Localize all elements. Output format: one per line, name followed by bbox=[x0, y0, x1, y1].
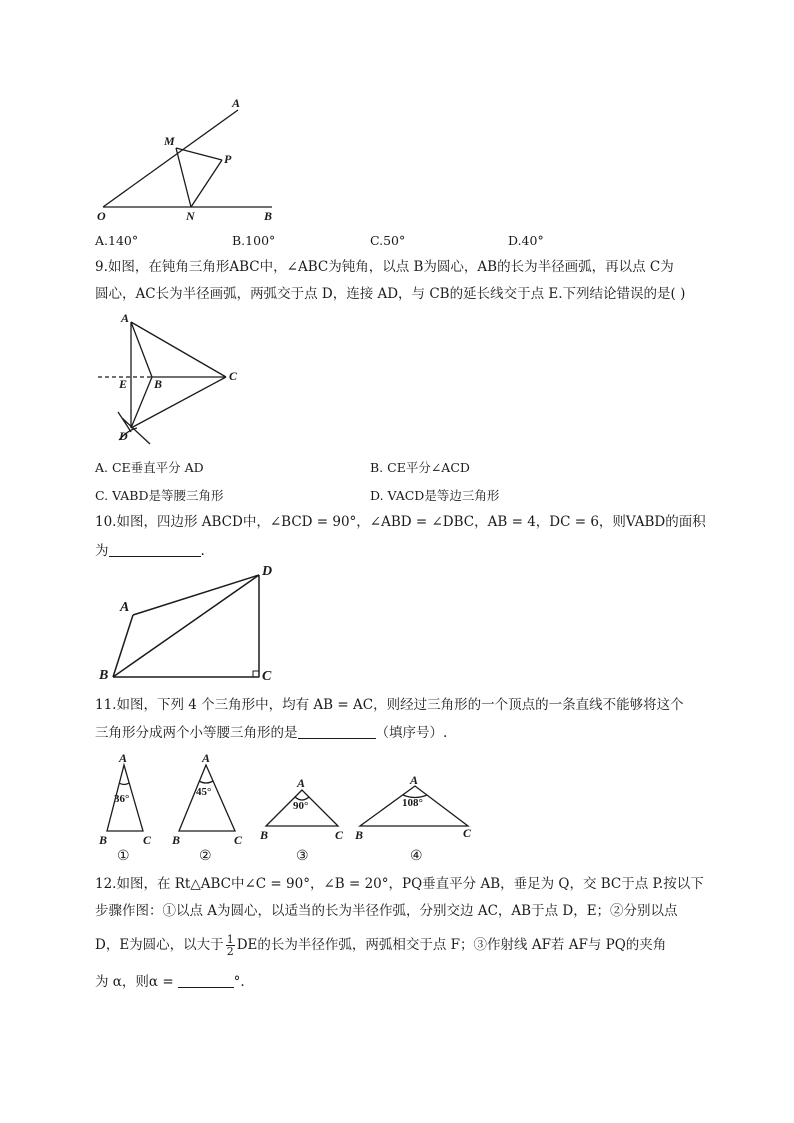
q12-fraction bbox=[226, 934, 235, 957]
q11-t4-number: ④ bbox=[410, 848, 423, 864]
q10-label-D: D bbox=[262, 564, 273, 579]
q8-option-a: A.140° bbox=[95, 233, 139, 248]
q10-line2-suffix: . bbox=[200, 543, 205, 559]
q8-label-O: O bbox=[97, 209, 106, 223]
q11-t1-label-C: C bbox=[143, 833, 152, 847]
q11-t3-angle: 90° bbox=[293, 800, 309, 812]
q11-t1-number: ① bbox=[117, 848, 130, 864]
q11-text-line1: 11.如图，下列 4 个三角形中，均有 AB = AC，则经过三角形的一个顶点的一条直线不能够将这个 bbox=[95, 697, 684, 713]
q10-line2-prefix: 为 bbox=[95, 543, 109, 559]
q11-t1-label-B: B bbox=[99, 833, 108, 847]
q12-line4-suffix: °. bbox=[233, 974, 245, 990]
q8-option-c: C.50° bbox=[370, 233, 406, 248]
q11-t2-label-C: C bbox=[234, 833, 243, 847]
q9-option-c: C. VABD是等腰三角形 bbox=[95, 488, 224, 503]
q9-option-b: B. CE平分∠ACD bbox=[370, 460, 470, 475]
q11-t2-number: ② bbox=[199, 848, 212, 864]
q9-label-E: E bbox=[119, 377, 128, 391]
q12-text-line4 bbox=[95, 972, 245, 992]
q9-label-B: B bbox=[154, 377, 163, 391]
q12-text-line3 bbox=[95, 934, 666, 957]
q12-text-line2: 步骤作图：①以点 A为圆心，以适当的长为半径作弧，分别交边 AC，AB于点 D，E；②分别以点 bbox=[95, 903, 678, 919]
q12-line3-suffix: DE的长为半径作弧，两弧相交于点 F；③作射线 AF若 AF与 PQ的夹角 bbox=[236, 937, 667, 953]
q11-t2-angle: 45° bbox=[196, 786, 212, 798]
q12-line3-prefix: D，E为圆心，以大于 bbox=[95, 937, 224, 953]
q12-fraction-denominator: 2 bbox=[226, 945, 234, 958]
q9-text-line2: 圆心，AC长为半径画弧，两弧交于点 D，连接 AD，与 CB的延长线交于点 E.下列结论错误的是( ) bbox=[95, 286, 686, 302]
q12-answer-blank[interactable] bbox=[178, 973, 234, 988]
q8-label-B: B bbox=[264, 209, 273, 223]
q11-t4-label-B: B bbox=[355, 828, 364, 842]
q8-label-M: M bbox=[164, 134, 175, 148]
q10-label-A: A bbox=[120, 600, 130, 615]
q11-t3-label-B: B bbox=[260, 828, 269, 842]
q11-line2-prefix: 三角形分成两个小等腰三角形的是 bbox=[95, 725, 298, 741]
q8-label-A: A bbox=[232, 96, 241, 110]
q9-text-line1: 9.如图，在钝角三角形ABC中，∠ABC为钝角，以点 B为圆心，AB的长为半径画弧，再以点 C为 bbox=[95, 259, 674, 275]
q10-text-line1: 10.如图，四边形 ABCD中，∠BCD = 90°，∠ABD = ∠DBC，AB = 4，DC = 6，则VABD的面积 bbox=[95, 514, 706, 530]
q9-label-C: C bbox=[229, 369, 238, 383]
q10-label-B: B bbox=[99, 668, 109, 683]
q8-option-d: D.40° bbox=[508, 233, 544, 248]
q11-t3-label-C: C bbox=[335, 828, 344, 842]
q11-t2-label-A: A bbox=[202, 751, 211, 765]
q11-t1-label-A: A bbox=[119, 751, 128, 765]
q11-t3-label-A: A bbox=[297, 776, 306, 790]
q9-label-D: D bbox=[119, 429, 128, 443]
q8-label-P: P bbox=[224, 152, 232, 166]
q12-fraction-numerator: 1 bbox=[226, 933, 234, 946]
q8-option-b: B.100° bbox=[232, 233, 276, 248]
q11-t4-label-C: C bbox=[463, 826, 472, 840]
q9-label-A: A bbox=[121, 311, 130, 325]
q8-label-N: N bbox=[186, 209, 195, 223]
q11-line2-suffix: （填序号）. bbox=[375, 725, 448, 741]
q9-option-d: D. VACD是等边三角形 bbox=[370, 488, 500, 503]
q12-line4-prefix: 为 α，则α = bbox=[95, 974, 174, 990]
q12-text-line1: 12.如图，在 Rt△ABC中∠C = 90°，∠B = 20°，PQ垂直平分 AB，垂足为 Q，交 BC于点 P.按以下 bbox=[95, 876, 704, 892]
q11-t4-angle: 108° bbox=[402, 797, 423, 809]
q9-option-a: A. CE垂直平分 AD bbox=[95, 460, 204, 475]
q11-t2-label-B: B bbox=[172, 833, 181, 847]
q11-t3-number: ③ bbox=[296, 848, 309, 864]
q10-label-C: C bbox=[262, 669, 272, 684]
q11-t4-label-A: A bbox=[410, 773, 419, 787]
q11-t1-angle: 36° bbox=[114, 793, 130, 805]
